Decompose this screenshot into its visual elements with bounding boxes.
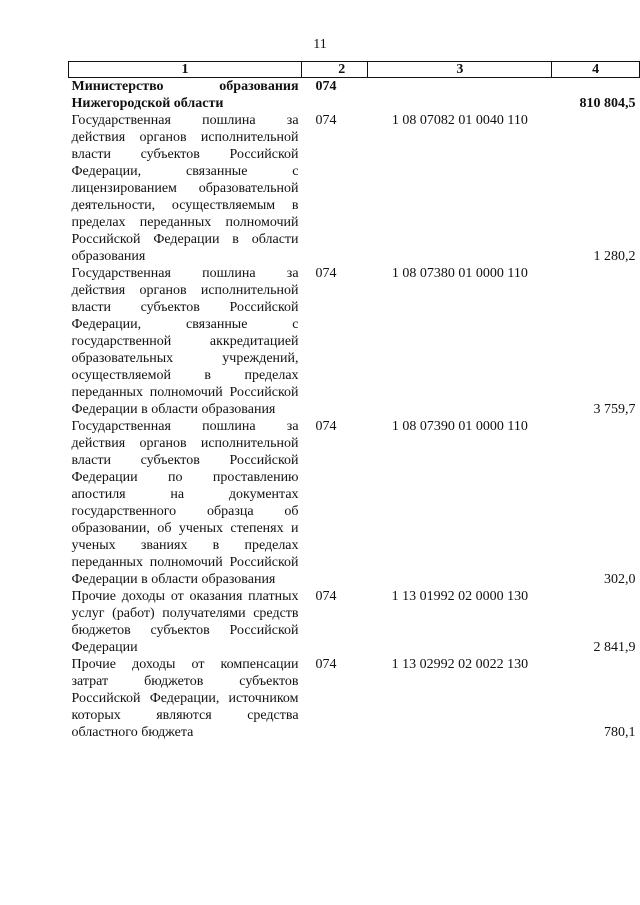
row-amount: 2 841,9 [593,640,636,655]
column-header-4: 4 [552,62,640,78]
row-name: Государственная пошлина за действия органов исполнительной власти субъектов Российской Федерации, связанные с государственной аккредитацией образовательных учреждений, осуществляемой в пределах переданных полномочий Российской Федерации в области образования [71,266,299,417]
row-code: 074 [315,79,337,94]
row-name: Прочие доходы от компенсации затрат бюджетов субъектов Российской Федерации, источником которых являются средства областного бюджета [71,657,299,740]
table-header-row [69,62,640,78]
row-amount: 3 759,7 [593,402,636,417]
row-kbk: 1 13 02992 02 0022 130 [391,657,529,672]
row-amount: 1 280,2 [593,249,636,264]
row-name: Государственная пошлина за действия органов исполнительной власти субъектов Российской Федерации по проставлению апостиля на документах государственного образца об образовании, об ученых степенях и ученых званиях в пределах переданных полномочий Российской Федерации в области образования [71,419,299,587]
revenue-table [68,61,640,741]
table-row [69,78,640,113]
row-code: 074 [315,657,337,672]
page-number: 11 [313,37,327,52]
row-kbk: 1 08 07380 01 0000 110 [391,266,528,281]
row-code: 074 [315,113,337,128]
row-kbk: 1 08 07390 01 0000 110 [391,419,528,434]
column-header-1: 1 [69,62,302,78]
row-name: Государственная пошлина за действия органов исполнительной власти субъектов Российской Федерации, связанные с лицензированием образовательной деятельности, осуществляемым в пределах переданных полномочий Российской Федерации в области образования [71,113,299,264]
table-row [69,418,640,588]
row-code: 074 [315,266,337,281]
row-name: Прочие доходы от оказания платных услуг (работ) получателями средств бюджетов субъектов Российской Федерации [71,589,299,655]
table-row [69,265,640,418]
row-amount: 780,1 [604,725,636,740]
row-code: 074 [315,589,337,604]
table-row [69,112,640,265]
column-header-2: 2 [302,62,368,78]
row-kbk: 1 08 07082 01 0040 110 [391,113,528,128]
table-row [69,656,640,741]
row-amount: 302,0 [604,572,636,587]
row-kbk [368,78,552,113]
table-row [69,588,640,656]
column-header-3: 3 [368,62,552,78]
row-name: Министерство образования Нижегородской области [71,79,299,111]
row-code: 074 [315,419,337,434]
row-amount: 810 804,5 [579,96,636,111]
row-kbk: 1 13 01992 02 0000 130 [391,589,529,604]
